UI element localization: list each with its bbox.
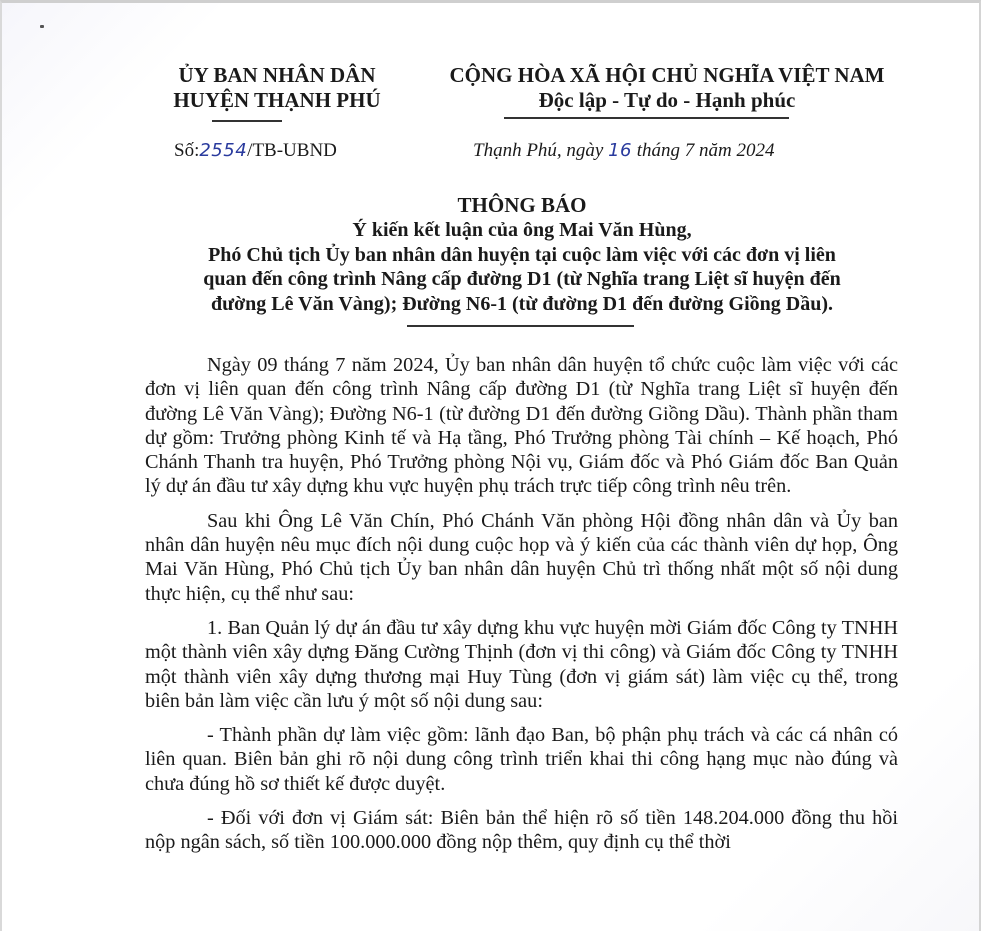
authority-line-2: HUYỆN THẠNH PHÚ [173, 88, 381, 112]
title-line-2: Phó Chủ tịch Ủy ban nhân dân huyện tại cuộc làm việc với các đơn vị liên [208, 243, 836, 266]
motto-underline [504, 117, 789, 119]
date-suffix: tháng 7 năm 2024 [632, 140, 775, 161]
paragraph-chair-summary: Sau khi Ông Lê Văn Chín, Phó Chánh Văn phòng Hội đồng nhân dân và Ủy ban nhân dân huyện nêu mục đích nội dung cuộc họp và ý kiến của các thành viên dự họp, Ông Mai Văn Hùng, Phó Chủ tịch Ủy ban nhân dân huyện Chủ trì thống nhất một số nội dung thực hiện, cụ thể như sau: [145, 509, 898, 605]
title-underline [407, 325, 634, 327]
paragraph-item-1: 1. Ban Quản lý dự án đầu tư xây dựng khu vực huyện mời Giám đốc Công ty TNHH một thành viên xây dựng Đăng Cường Thịnh (đơn vị thi công) và Giám đốc Công ty TNHH một thành viên xây dựng thương mại Huy Tùng (đơn vị giám sát) làm việc cụ thể, trong biên bản làm việc cần lưu ý một số nội dung sau: [145, 616, 898, 712]
handwritten-day: 16 [608, 140, 633, 161]
date-line [473, 140, 775, 162]
paragraph-meeting-intro: Ngày 09 tháng 7 năm 2024, Ủy ban nhân dân huyện tổ chức cuộc làm việc với các đơn vị liên quan đến công trình Nâng cấp đường D1 (từ Nghĩa trang Liệt sĩ huyện đến đường Lê Văn Vàng); Đường N6-1 (từ đường D1 đến đường Giồng Dầu). Thành phần tham dự gồm: Trưởng phòng Kinh tế và Hạ tầng, Phó Trưởng phòng Tài chính – Kế hoạch, Phó Chánh Thanh tra huyện, Phó Trưởng phòng Nội vụ, Giám đốc và Phó Giám đốc Ban Quản lý dự án đầu tư xây dựng khu vực huyện phụ trách trực tiếp công trình nêu trên. [145, 354, 898, 498]
scan-mark [40, 25, 44, 28]
country-name: CỘNG HÒA XÃ HỘI CHỦ NGHĨA VIỆT NAM [449, 63, 885, 87]
paragraph-participants: - Thành phần dự làm việc gồm: lãnh đạo Ban, bộ phận phụ trách và các cá nhân có liên quan. Biên bản ghi rõ nội dung công trình triển khai thi công hạng mục nào đúng và chưa đúng hồ sơ thiết kế được duyệt. [145, 724, 898, 795]
handwritten-number: 2554 [199, 140, 248, 161]
title-line-1: Ý kiến kết luận của ông Mai Văn Hùng, [352, 219, 692, 241]
authority-line-1: ỦY BAN NHÂN DÂN [178, 63, 376, 87]
authority-underline [212, 120, 282, 122]
national-motto [432, 63, 902, 113]
issuing-authority [152, 63, 402, 113]
paragraph-supervisor: - Đối với đơn vị Giám sát: Biên bản thể hiện rõ số tiền 148.204.000 đồng thu hồi nộp ngân sách, số tiền 100.000.000 đồng nộp thêm, quy định cụ thể thời [145, 807, 898, 854]
title-line-4: đường Lê Văn Vàng); Đường N6-1 (từ đường D1 đến đường Giồng Dầu). [210, 292, 833, 315]
title-main: THÔNG BÁO [457, 193, 587, 217]
document-number [174, 140, 337, 162]
document-body [145, 353, 898, 865]
motto: Độc lập - Tự do - Hạnh phúc [538, 88, 796, 112]
title-line-3: quan đến công trình Nâng cấp đường D1 (từ Nghĩa trang Liệt sĩ huyện đến [203, 268, 841, 290]
number-prefix: Số: [174, 140, 200, 161]
date-prefix: Thạnh Phú, ngày [473, 140, 609, 161]
document-title [142, 193, 902, 316]
number-suffix: /TB-UBND [247, 140, 337, 161]
